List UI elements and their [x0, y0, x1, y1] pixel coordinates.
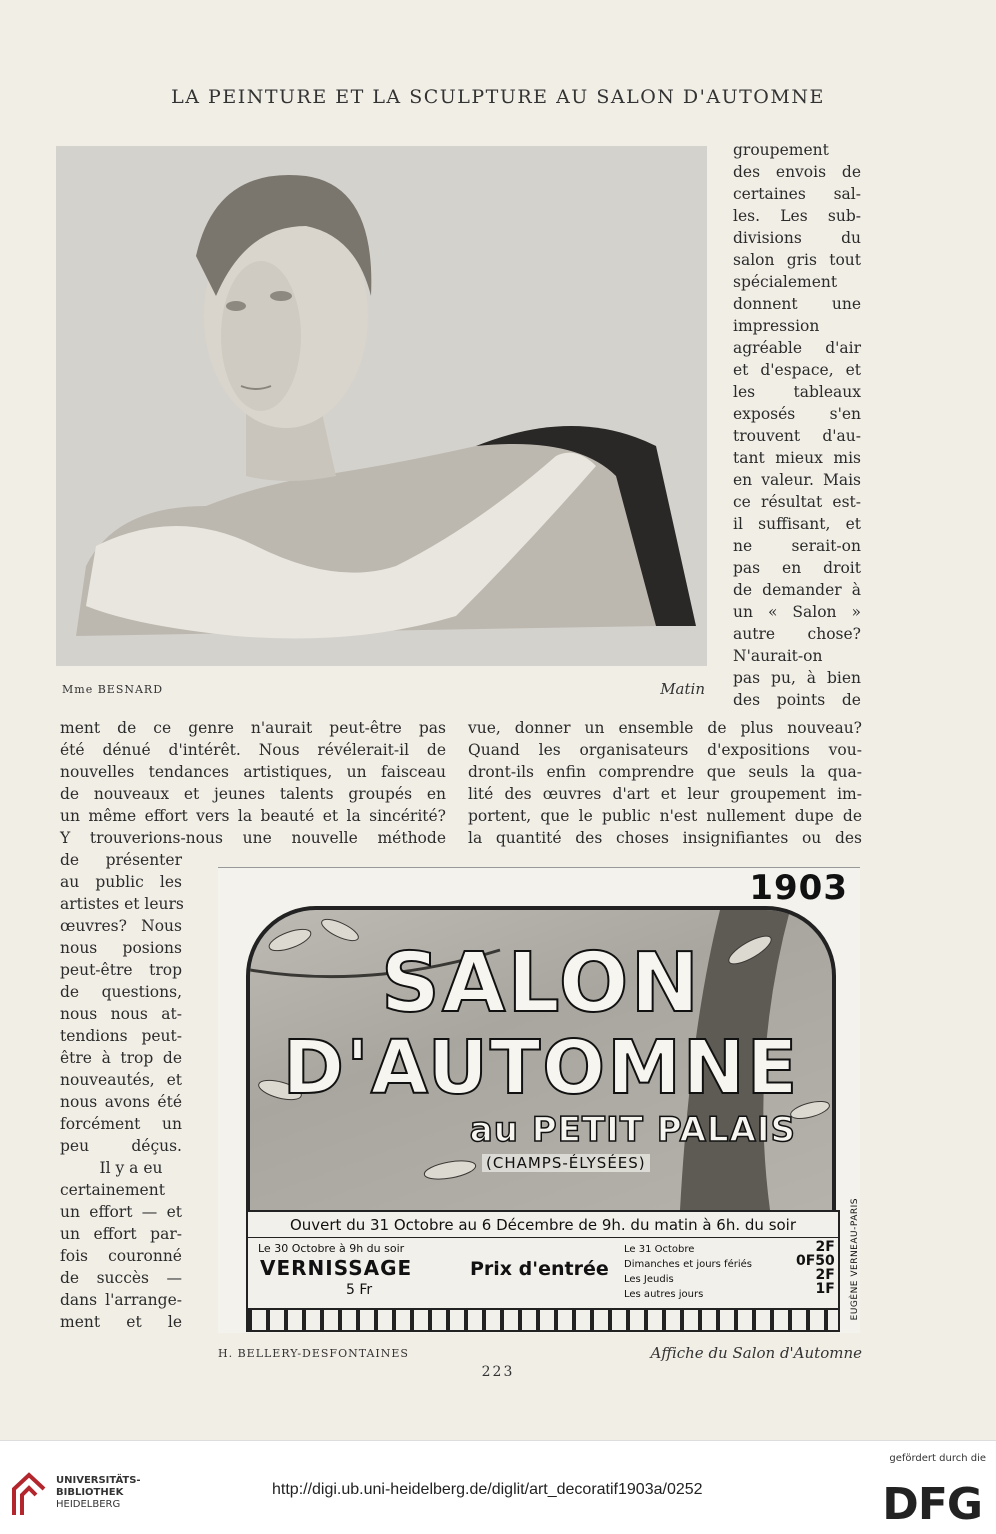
text-line: trouvent d'au-	[733, 427, 861, 445]
poster-printer: EUGÈNE VERNEAU-PARIS	[850, 1198, 860, 1321]
text-line: agréable d'air	[733, 339, 861, 357]
figure2-caption-artist: H. BELLERY-DESFONTAINES	[218, 1347, 409, 1360]
text-line: donnent une	[733, 295, 861, 313]
poster-schedule	[624, 1242, 752, 1302]
text-line: forcément un	[60, 1115, 182, 1133]
figure1-caption-title: Matin	[660, 680, 705, 698]
text-line: la quantité des choses insignifiantes ou des	[468, 829, 862, 847]
schedule-line: Le 31 Octobre	[624, 1244, 695, 1255]
text-line: pas pu, à bien	[733, 669, 861, 687]
poster-prices	[796, 1240, 835, 1296]
text-line: les. Les sub-	[733, 207, 861, 225]
poster-info-panel	[246, 1210, 840, 1332]
text-column-middle-left	[60, 717, 446, 849]
page-header: LA PEINTURE ET LA SCULPTURE AU SALON D'AUTOMNE	[171, 86, 825, 108]
funding-caption: gefördert durch die	[889, 1453, 986, 1464]
text-line: dans l'arrange-	[60, 1291, 182, 1309]
poster-vernissage-date: Le 30 Octobre à 9h du soir	[258, 1242, 405, 1255]
text-line: salon gris tout	[733, 251, 861, 269]
poster-title-salon: SALON	[380, 936, 702, 1031]
text-line: nous nous at-	[60, 1005, 182, 1023]
text-column-top-right	[733, 139, 861, 711]
text-line: nouvelles tendances artistiques, un faisceau	[60, 763, 446, 781]
text-line: ne serait-on	[733, 537, 861, 555]
text-column-middle-right	[468, 717, 862, 849]
poster-year: 1903	[749, 868, 848, 908]
text-line: les tableaux	[733, 383, 861, 401]
footer-bar	[0, 1440, 996, 1534]
text-line: de présenter	[60, 851, 182, 869]
poster-vernissage: VERNISSAGE	[260, 1256, 413, 1280]
text-line: spécialement	[733, 273, 838, 291]
text-line: certaines sal-	[733, 185, 861, 203]
text-line: N'aurait-on	[733, 647, 823, 665]
text-line: vue, donner un ensemble de plus nouveau?	[468, 719, 862, 737]
library-line2: BIBLIOTHEK	[56, 1487, 124, 1498]
poster-location: (CHAMPS-ÉLYSÉES)	[482, 1154, 650, 1172]
library-line1: UNIVERSITÄTS-	[56, 1475, 141, 1486]
poster-dates: Ouvert du 31 Octobre au 6 Décembre de 9h. du matin à 6h. du soir	[248, 1216, 838, 1238]
text-line: exposés s'en	[733, 405, 861, 423]
text-line: été dénué d'intérêt. Nous révélerait-il de	[60, 741, 446, 759]
text-line: certainement	[60, 1181, 165, 1199]
text-line: pas en droit	[733, 559, 861, 577]
figure1-caption-artist: Mme BESNARD	[62, 683, 164, 696]
price: 2F	[815, 1239, 835, 1255]
price: 2F	[815, 1267, 835, 1283]
price: 1F	[815, 1281, 835, 1297]
salon-poster	[218, 867, 860, 1333]
text-line: en valeur. Mais	[733, 471, 861, 489]
schedule-line: Dimanches et jours fériés	[624, 1259, 752, 1270]
text-line: un « Salon »	[733, 603, 861, 621]
text-line: il suffisant, et	[733, 515, 861, 533]
text-line: artistes et leurs	[60, 895, 184, 913]
document-url-link[interactable]: http://digi.ub.uni-heidelberg.de/diglit/art_decoratif1903a/0252	[272, 1481, 703, 1498]
dfg-logo: DFG	[882, 1479, 982, 1530]
poster-entry-price-label: Prix d'entrée	[470, 1258, 609, 1280]
poster-title-automne: D'AUTOMNE	[282, 1025, 800, 1111]
schedule-line: Les autres jours	[624, 1289, 704, 1300]
text-line: de demander à	[733, 581, 861, 599]
text-line: nouveautés, et	[60, 1071, 182, 1089]
text-line: tendions peut-	[60, 1027, 182, 1045]
text-line: nous avons été	[60, 1093, 182, 1111]
text-column-bottom-left	[60, 849, 182, 1333]
page-number: 223	[481, 1364, 515, 1380]
text-line: des envois de	[733, 163, 861, 181]
library-line3: HEIDELBERG	[56, 1499, 121, 1510]
text-line: un effort — et	[60, 1203, 182, 1221]
text-line: fois couronné	[60, 1247, 182, 1265]
text-line: tant mieux mis	[733, 449, 861, 467]
sculpture-photo	[56, 146, 707, 666]
text-line: de questions,	[60, 983, 182, 1001]
poster-panel	[246, 906, 836, 1214]
text-line: impression	[733, 317, 820, 335]
poster-venue: au PETIT PALAIS	[469, 1110, 796, 1150]
text-line: Quand les organisateurs d'expositions vou-	[468, 741, 862, 759]
text-line: œuvres? Nous	[60, 917, 182, 935]
text-line: un même effort vers la beauté et la sincérité?	[60, 807, 446, 825]
price: 0F50	[796, 1253, 835, 1269]
text-line: ment de ce genre n'aurait peut-être pas	[60, 719, 446, 737]
library-name	[56, 1475, 141, 1511]
text-line: divisions du	[733, 229, 861, 247]
library-logo-icon	[12, 1469, 46, 1517]
schedule-line: Les Jeudis	[624, 1274, 674, 1285]
text-line: et d'espace, et	[733, 361, 861, 379]
text-line: de succès —	[60, 1269, 182, 1287]
text-line: autre chose?	[733, 625, 861, 643]
text-line: être à trop de	[60, 1049, 182, 1067]
text-line: lité des œuvres d'art et leur groupement im-	[468, 785, 862, 803]
text-line: ment et le	[60, 1313, 182, 1331]
poster-vernissage-price: 5 Fr	[346, 1282, 373, 1298]
text-line: un effort par-	[60, 1225, 182, 1243]
poster-ornamental-band	[248, 1308, 838, 1330]
text-line: peu déçus.	[60, 1137, 182, 1155]
text-line: groupement	[733, 141, 829, 159]
text-line: peut-être trop	[60, 961, 182, 979]
text-line: au public les	[60, 873, 182, 891]
text-line: des points de	[733, 691, 861, 709]
text-line: ce résultat est-	[733, 493, 861, 511]
text-line: Y trouverions-nous une nouvelle méthode	[60, 829, 446, 847]
text-line: dront-ils enfin comprendre que seuls la qua-	[468, 763, 862, 781]
text-line: Il y a eu	[99, 1159, 163, 1177]
figure2-caption-title: Affiche du Salon d'Automne	[650, 1344, 862, 1362]
text-line: nous posions	[60, 939, 182, 957]
text-line: de nouveaux et jeunes talents groupés en	[60, 785, 446, 803]
text-line: portent, que le public n'est nullement dupe de	[468, 807, 862, 825]
